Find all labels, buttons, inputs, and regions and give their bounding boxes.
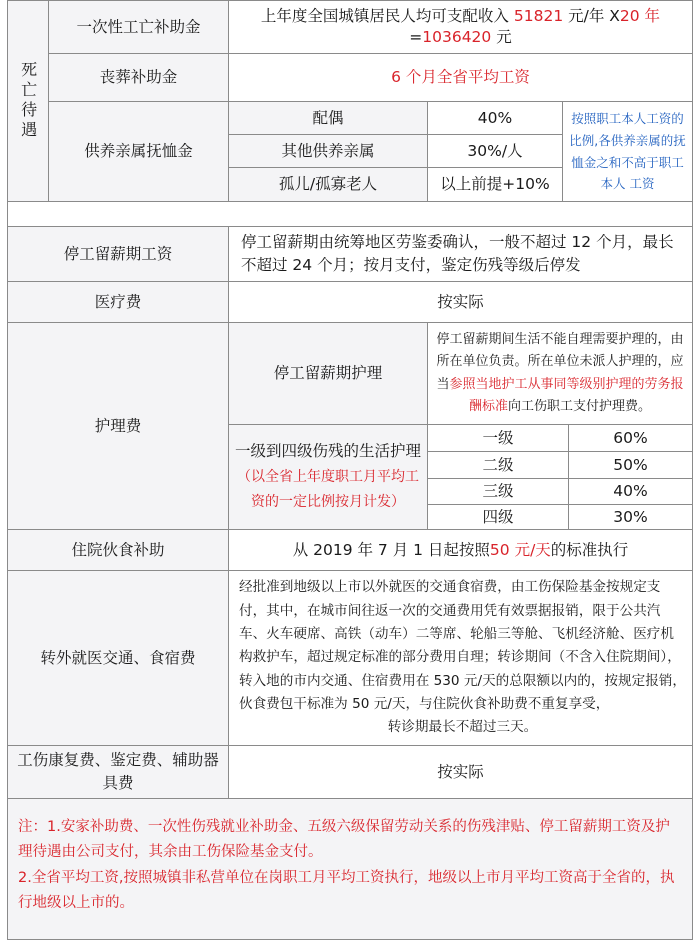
notes-box: [7, 798, 693, 940]
nursing-label-cell: [7, 322, 229, 530]
funeral-label-cell: [48, 53, 229, 102]
years-figure: 20 年: [619, 7, 661, 26]
blank-separator-row: [7, 201, 693, 227]
funeral-value-cell: [228, 53, 693, 102]
transfer-value: 经批准到地级以上市以外就医的交通食宿费，由工伤保险基金按规定支付，其中，在城市间往返一次的交通费用凭有效票据报销，限于公共汽车、火车硬席、高铁（动车）二等席、轮船三等舱、飞机经济舱、医疗机构救护车，超过规定标准的部分费用自理；转诊期间（不含入住院期间），转入地的市内交通、住宿费用在 530 元/天的总限额以内的，按规定报销，伙食费包干标准为 50 元/天，与住院伙食补助费不重复享受， 转诊期最长不超过三天。: [239, 579, 686, 736]
lump-sum-label-cell: [48, 0, 229, 54]
rehab-value: 按实际: [437, 762, 484, 781]
funeral-label: 丧葬补助金: [99, 68, 178, 87]
rehab-label-cell: [7, 745, 229, 799]
medical-label: 医疗费: [94, 292, 142, 311]
dependent-rate-2: 30%/人: [427, 134, 563, 168]
death-label: 死亡待遇: [18, 61, 38, 141]
level-care-label: 一级到四级伤残的生活护理（以全省上年度职工月平均工资的一定比例按月计发）: [235, 442, 422, 511]
lump-sum-label: 一次性工亡补助金: [76, 17, 201, 36]
suspension-care-text: 停工留薪期间生活不能自理需要护理的，由所在单位负责。所在单位未派人护理的，应当参照当地护工从事同等级别护理的劳务报酬标准向工伤职工支付护理费。: [436, 332, 684, 414]
dependent-who-1: 配偶: [228, 101, 428, 135]
level-rate-3: 40%: [568, 478, 693, 505]
rehab-label: 工伤康复费、鉴定费、辅助器具费: [17, 750, 219, 792]
suspension-care-label-cell: [228, 322, 428, 425]
level-grade-2: 二级: [427, 451, 569, 479]
level-grade-3: 三级: [427, 478, 569, 505]
level-care-label-cell: [228, 424, 428, 530]
total-figure: 1036420: [422, 28, 492, 46]
funeral-value: 6 个月全省平均工资: [391, 68, 530, 87]
note-2: 2.全省平均工资,按照城镇非私营单位在岗职工月平均工资执行，地级以上市月平均工资高于全省的，执行地级以上市的。: [18, 869, 675, 912]
food-amount: 50 元/天: [489, 540, 551, 559]
level-rate-2: 50%: [568, 451, 693, 479]
lump-sum-value-cell: [228, 0, 693, 54]
income-figure: 51821: [513, 7, 564, 26]
dependents-label-cell: [48, 101, 229, 202]
dependents-label: 供养亲属抚恤金: [84, 142, 193, 161]
lump-sum-value: 上年度全国城镇居民人均可支配收入 51821 元/年 X20 年 =1036420 元: [260, 7, 661, 46]
suspension-care-text-cell: [427, 322, 693, 425]
food-value-cell: [228, 529, 693, 571]
level-rate-1: 60%: [568, 424, 693, 452]
suspension-label: 停工留薪期工资: [63, 244, 173, 263]
suspension-label-cell: [7, 226, 229, 282]
food-value: 从 2019 年 7 月 1 日起按照50 元/天的标准执行: [292, 540, 629, 559]
level-grade-1: 一级: [427, 424, 569, 452]
suspension-value-cell: [228, 226, 693, 282]
suspension-value: 停工留薪期由统筹地区劳鉴委确认，一般不超过 12 个月，最长不超过 24 个月；按月支付，鉴定伤残等级后停发: [241, 232, 674, 274]
suspension-care-label: 停工留薪期护理: [273, 364, 383, 383]
food-label-cell: [7, 529, 229, 571]
level-grade-4: 四级: [427, 504, 569, 530]
transfer-value-cell: [228, 570, 693, 746]
food-label: 住院伙食补助: [71, 540, 165, 559]
transfer-label: 转外就医交通、食宿费: [40, 648, 196, 667]
dependent-rate-1: 40%: [427, 101, 563, 135]
dependents-note-cell: [562, 101, 693, 202]
death-section-label: [7, 0, 49, 202]
dependents-note: 按照职工本人工资的比例,各供养亲属的抚恤金之和不高于职工本人 工资: [569, 110, 686, 192]
transfer-label-cell: [7, 570, 229, 746]
dependent-rate-3: 以上前提+10%: [427, 167, 563, 202]
medical-value: 按实际: [437, 292, 484, 311]
medical-label-cell: [7, 281, 229, 323]
dependent-who-2: 其他供养亲属: [228, 134, 428, 168]
medical-value-cell: [228, 281, 693, 323]
rehab-value-cell: [228, 745, 693, 799]
dependent-who-3: 孤儿/孤寡老人: [228, 167, 428, 202]
level-rate-4: 30%: [568, 504, 693, 530]
nursing-label: 护理费: [94, 416, 142, 435]
note-1: 注：1.安家补助费、一次性伤残就业补助金、五级六级保留劳动关系的伤残津贴、停工留薪期工资及护理待遇由公司支付，其余由工伤保险基金支付。: [18, 819, 670, 861]
